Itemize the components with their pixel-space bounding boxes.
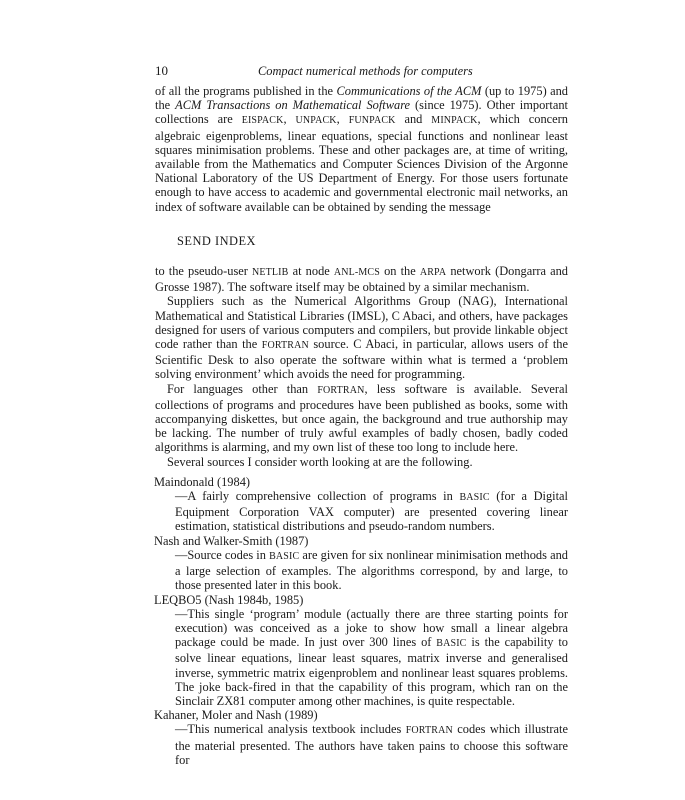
- text-run: and: [395, 112, 432, 127]
- command-example: SEND INDEX: [177, 233, 256, 248]
- reference-entry: [155, 534, 568, 593]
- text-run: is the capability to solve linear equations, linear least squares, matrix inverse and generalised inverse, symmetric matrix eigenproblem and nonlinear least squares problems. The joke back-fired in that the capability of this program, which ran on the Sinclair ZX81 computer among other machines, is quite respectable.: [175, 635, 568, 708]
- text-run: codes which illustrate the material presented. The authors have taken pains to choose this software for: [175, 722, 568, 767]
- network-name: ANL-MCS: [333, 267, 380, 279]
- text-run: —A fairly comprehensive collection of programs in: [175, 489, 460, 504]
- paragraph-1: [155, 84, 568, 214]
- reference-heading: Maindonald (1984): [154, 474, 251, 489]
- reference-entry: [155, 475, 568, 534]
- language-name: FORTRAN: [405, 725, 453, 737]
- text-run: on the: [379, 264, 420, 279]
- text-run: ,: [283, 112, 296, 127]
- package-name: UNPACK: [295, 115, 337, 127]
- reference-list: [155, 475, 568, 767]
- reference-description: [175, 548, 568, 593]
- reference-heading: Nash and Walker-Smith (1987): [154, 533, 309, 548]
- running-header: [155, 64, 568, 80]
- text-run: For languages other than: [167, 381, 318, 396]
- text-run: (for a Digital Equipment Corporation VAX computer) are presented covering linear estimation, statistical distributions and pseudo-random numbers.: [175, 489, 569, 534]
- paragraph-3: [155, 294, 568, 381]
- text-run: —This single ‘program’ module (actually there are three starting points for execution) was conceived as a joke to show how small a linear algebra package could be made. In just over 300 lines of: [175, 606, 568, 650]
- page-body: [155, 84, 568, 767]
- package-name: FUNPACK: [348, 115, 396, 127]
- text-run: , less software is available. Several collections of programs and procedures have been published as books, some with accompanying diskettes, but once again, the background and true authorship may be lacking. The number of truly awful examples of badly chosen, badly coded algorithms is alarming, and my own list of these too long to include here.: [155, 381, 568, 455]
- paragraph-2: [155, 264, 568, 294]
- language-name: BASIC: [269, 550, 300, 562]
- text-run: of all the programs published in the: [155, 84, 337, 98]
- text-run: —Source codes in: [175, 547, 270, 562]
- text-run: —This numerical analysis textbook includes: [175, 722, 406, 737]
- reference-heading: LEQBO5 (Nash 1984b, 1985): [154, 592, 304, 607]
- text-run: ,: [336, 112, 349, 127]
- text-run: at node: [288, 264, 334, 279]
- text-run: are given for six nonlinear minimisation methods and a large selection of examples. The algorithms correspond, by and large, to those presented later in this book.: [175, 547, 568, 593]
- paragraph-4: [155, 382, 568, 455]
- text-run: (up to 1975) and the: [155, 84, 568, 113]
- language-name: FORTRAN: [317, 384, 365, 396]
- text-run: network (Dongarra and Grosse 1987). The software itself may be obtained by a similar mechanism.: [155, 264, 568, 295]
- page-number: 10: [155, 63, 168, 78]
- package-name: MINPACK: [431, 115, 478, 127]
- running-title: Compact numerical methods for computers: [258, 64, 473, 78]
- text-run: (since 1975). Other important collections are: [155, 98, 568, 127]
- package-name: EISPACK: [241, 115, 284, 127]
- text-run: to the pseudo-user: [155, 264, 253, 279]
- reference-description: [175, 489, 568, 534]
- text-run: Suppliers such as the Numerical Algorithms Group (NAG), International Mathematical and Statistical Libraries (IMSL), C Abaci, and others, have packages designed for users of various computers and compilers, but provide linkable object code rather than the: [155, 294, 568, 352]
- language-name: FORTRAN: [261, 340, 309, 352]
- reference-entry: [155, 708, 568, 767]
- reference-description: [175, 722, 568, 767]
- text-run: , which concern algebraic eigenproblems, linear equations, special functions and nonlinear least squares minimisation problems. These and other packages are, at time of writing, available from the Mathematics and Computer Sciences Division of the Argonne National Laboratory of the US Department of Energy. For those users fortunate enough to have access to academic and governmental electronic mail networks, an index of software available can be obtained by sending the message: [155, 112, 569, 214]
- reference-heading: Kahaner, Moler and Nash (1989): [154, 708, 318, 723]
- network-name: ARPA: [419, 267, 447, 279]
- journal-title: ACM Transactions on Mathematical Software: [175, 98, 411, 113]
- reference-entry: [155, 593, 568, 709]
- paragraph-5: Several sources I consider worth looking at are the following.: [167, 454, 473, 469]
- language-name: BASIC: [459, 492, 490, 504]
- text-run: source. C Abaci, in particular, allows users of the Scientific Desk to also operate the software within what is termed a ‘problem solving environment’ which avoids the need for programming.: [155, 337, 568, 382]
- network-name: NETLIB: [252, 267, 289, 279]
- journal-title: Communications of the ACM: [336, 84, 482, 98]
- language-name: BASIC: [436, 638, 467, 650]
- reference-description: [175, 607, 568, 708]
